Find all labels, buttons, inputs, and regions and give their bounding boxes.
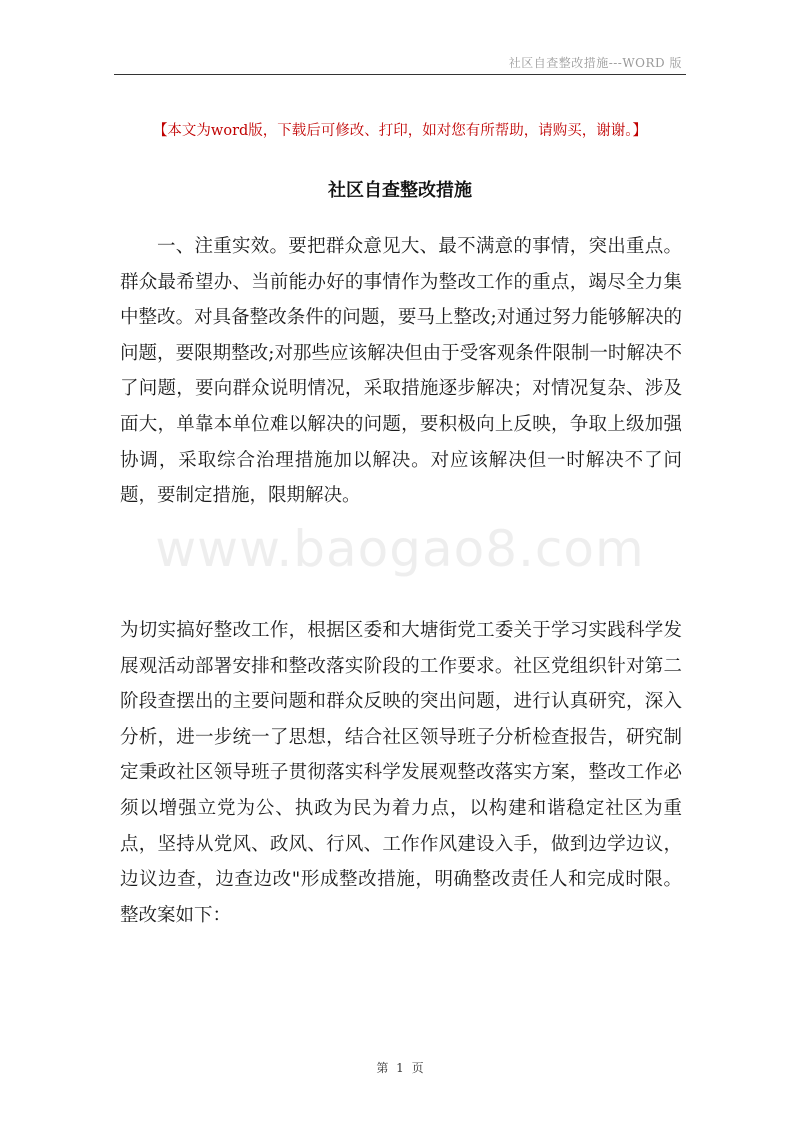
page-number-footer: [0, 1059, 800, 1076]
watermark: www.baogao8.com: [155, 520, 645, 578]
page-label-suffix: 页: [411, 1061, 424, 1075]
running-header: 社区自查整改措施---WORD 版: [508, 56, 682, 70]
download-notice: 【本文为word版，下载后可修改、打印，如对您有所帮助，请购买，谢谢。】: [152, 123, 648, 139]
header-divider: [114, 74, 686, 75]
document-title: 社区自查整改措施: [328, 180, 472, 201]
page-label-prefix: 第: [376, 1061, 389, 1075]
page-number: 1: [396, 1061, 404, 1075]
body-paragraph-2: 为切实搞好整改工作，根据区委和大塘街党工委关于学习实践科学发展观活动部署安排和整改落实阶段的工作要求。社区党组织针对第二阶段查摆出的主要问题和群众反映的突出问题，进行认真研究，深入分析，进一步统一了思想，结合社区领导班子分析检查报告，研究制定秉政社区领导班子贯彻落实科学发展观整改落实方案，整改工作必须以增强立党为公、执政为民为着力点，以构建和谐稳定社区为重点，坚持从党风、政风、行风、工作作风建设入手，做到边学边议，边议边查，边查边改"形成整改措施，明确整改责任人和完成时限。整改案如下：: [120, 620, 682, 926]
body-paragraph-1: 一、注重实效。要把群众意见大、最不满意的事情，突出重点。群众最希望办、当前能办好的事情作为整改工作的重点，竭尽全力集中整改。对具备整改条件的问题，要马上整改;对通过努力能够解决的问题，要限期整改;对那些应该解决但由于受客观条件限制一时解决不了问题，要向群众说明情况，采取措施逐步解决；对情况复杂、涉及面大，单靠本单位难以解决的问题，要积极向上反映，争取上级加强协调，采取综合治理措施加以解决。对应该解决但一时解决不了问题，要制定措施，限期解决。: [120, 236, 682, 507]
